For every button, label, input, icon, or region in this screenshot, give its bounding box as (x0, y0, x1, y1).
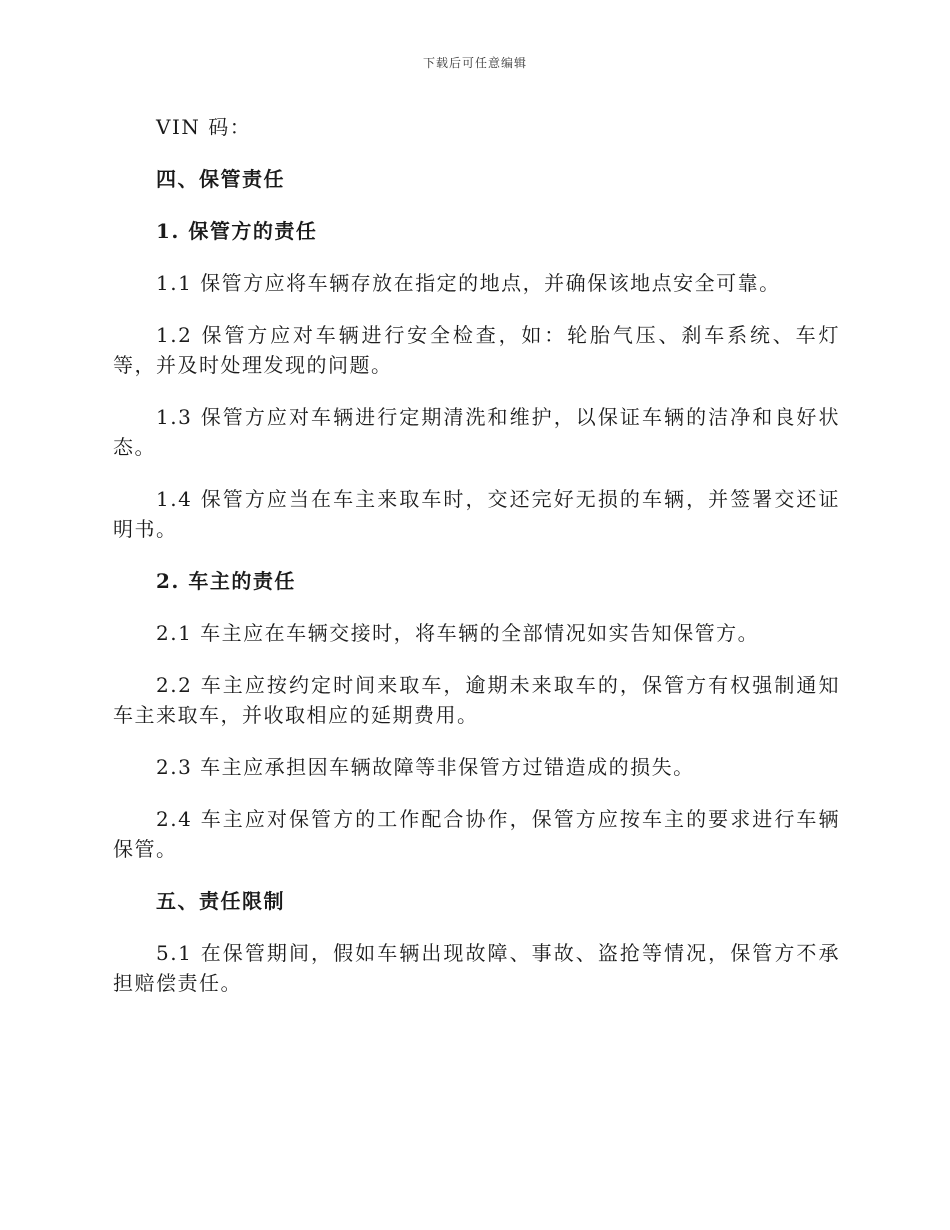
clause-1-4: 1.4 保管方应当在车主来取车时，交还完好无损的车辆，并签署交还证明书。 (113, 487, 840, 541)
vin-label: VIN 码： (156, 115, 252, 139)
clause-5-1: 5.1 在保管期间，假如车辆出现故障、事故、盗抢等情况，保管方不承担赔偿责任。 (113, 941, 840, 995)
clause-2-3: 2.3 车主应承担因车辆故障等非保管方过错造成的损失。 (156, 755, 695, 779)
clause-2-1: 2.1 车主应在车辆交接时，将车辆的全部情况如实告知保管方。 (156, 621, 760, 645)
section-4-title: 四、保管责任 (156, 167, 285, 191)
clause-1-2: 1.2 保管方应对车辆进行安全检查，如：轮胎气压、刹车系统、车灯等，并及时处理发现的问题。 (113, 323, 840, 377)
document-body (113, 112, 840, 998)
clause-1-1: 1.1 保管方应将车辆存放在指定的地点，并确保该地点安全可靠。 (156, 271, 781, 295)
clause-2-2: 2.2 车主应按约定时间来取车，逾期未来取车的，保管方有权强制通知车主来取车，并收取相应的延期费用。 (113, 673, 840, 727)
clause-1-3: 1.3 保管方应对车辆进行定期清洗和维护，以保证车辆的洁净和良好状态。 (113, 405, 840, 459)
clause-2-4: 2.4 车主应对保管方的工作配合协作，保管方应按车主的要求进行车辆保管。 (113, 807, 840, 861)
subsection-1-title: 1. 保管方的责任 (156, 219, 318, 243)
subsection-2-title: 2. 车主的责任 (156, 569, 296, 593)
page-header-note: 下载后可任意编辑 (422, 56, 527, 70)
section-5-title: 五、责任限制 (156, 889, 285, 913)
